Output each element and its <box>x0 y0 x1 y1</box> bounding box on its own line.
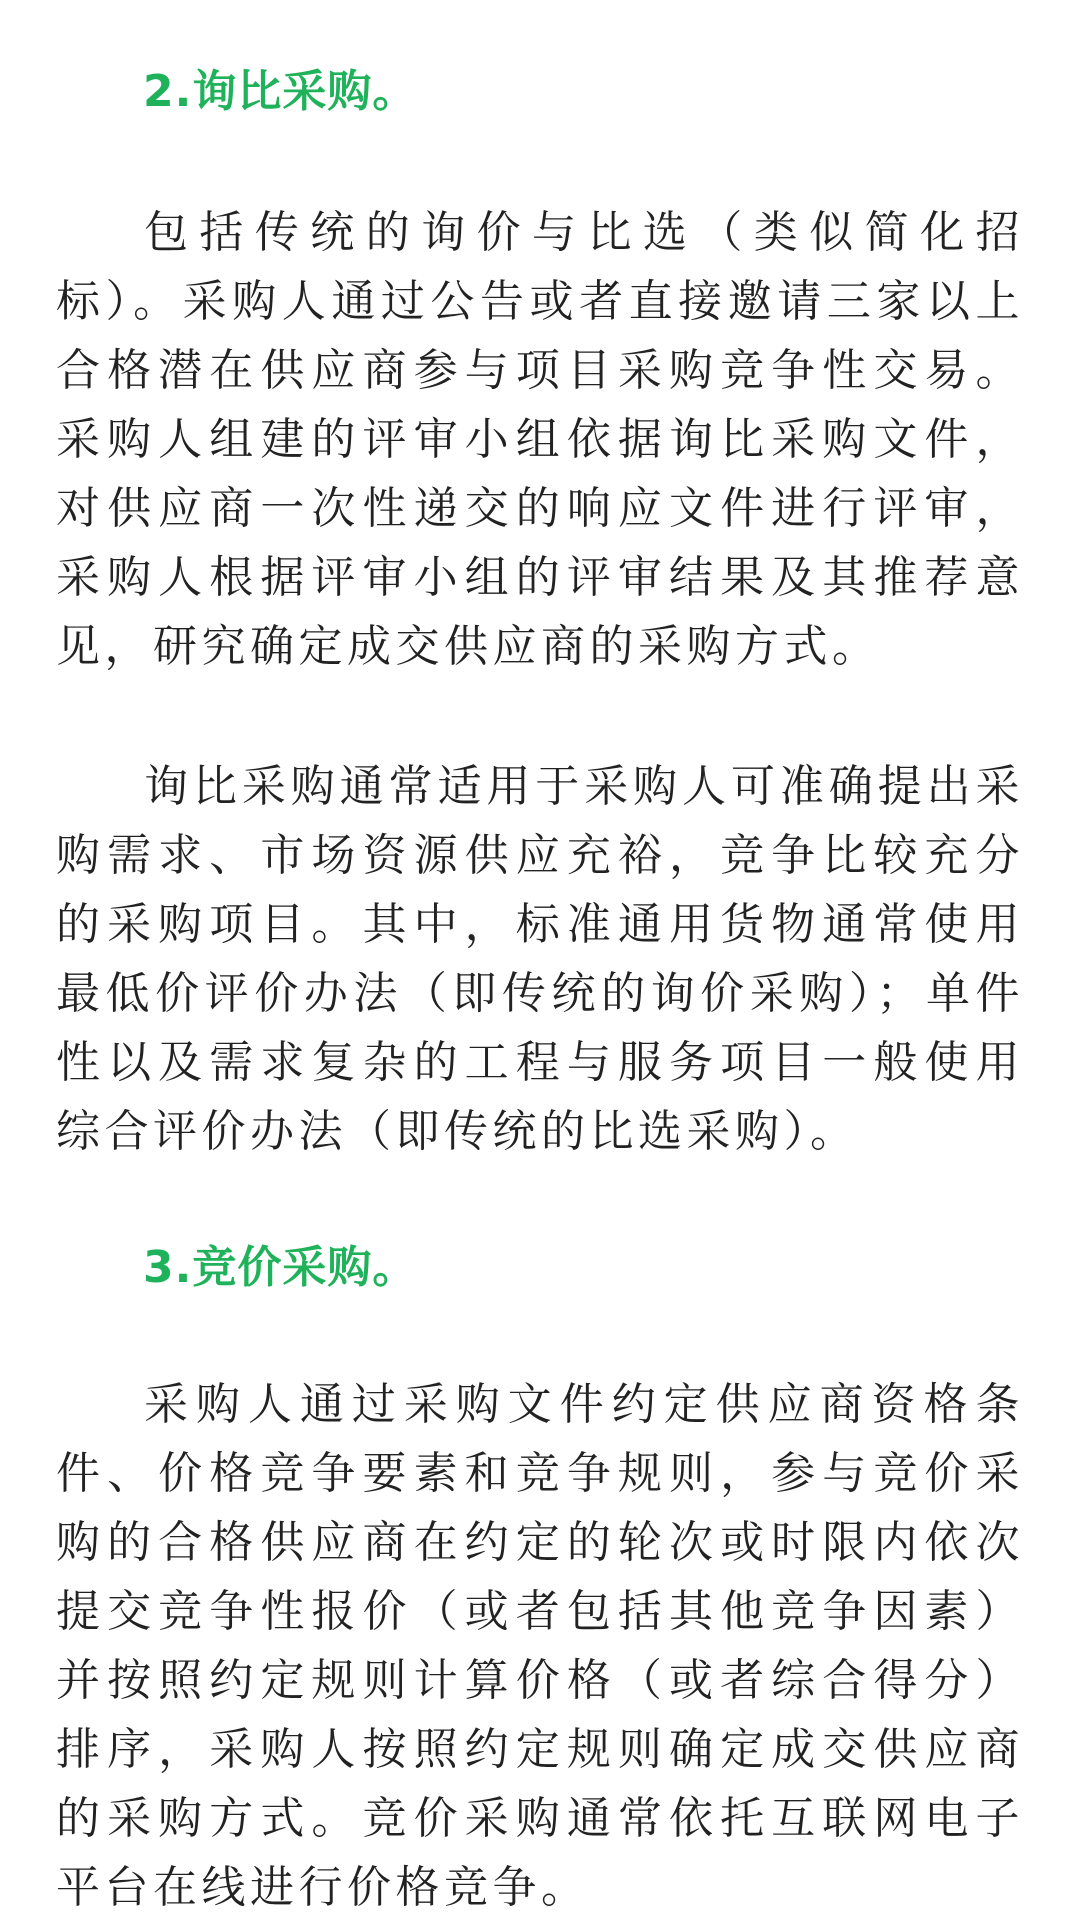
section-heading-inquiry-comparison: 2.询比采购。 <box>143 66 418 117</box>
paragraph-bidding-definition: 采购人通过采购文件约定供应商资格条件、价格竞争要素和竞争规则，参与竞价采购的合格供应商在约定的轮次或时限内依次提交竞争性报价（或者包括其他竞争因素）并按照约定规则计算价格（或者综合得分）排序，采购人按照约定规则确定成交供应商的采购方式。竞价采购通常依托互联网电子平台在线进行价格竞争。 <box>56 1379 1024 1913</box>
paragraph-inquiry-definition: 包括传统的询价与比选（类似简化招标）。采购人通过公告或者直接邀请三家以上合格潜在供应商参与项目采购竞争性交易。采购人组建的评审小组依据询比采购文件，对供应商一次性递交的响应文件进行评审，采购人根据评审小组的评审结果及其推荐意见，研究确定成交供应商的采购方式。 <box>56 207 1024 672</box>
section-heading-bidding: 3.竞价采购。 <box>143 1242 418 1293</box>
paragraph-inquiry-applicability: 询比采购通常适用于采购人可准确提出采购需求、市场资源供应充裕，竞争比较充分的采购项目。其中，标准通用货物通常使用最低价评价办法（即传统的询价采购）；单件性以及需求复杂的工程与服务项目一般使用综合评价办法（即传统的比选采购）。 <box>56 761 1024 1157</box>
